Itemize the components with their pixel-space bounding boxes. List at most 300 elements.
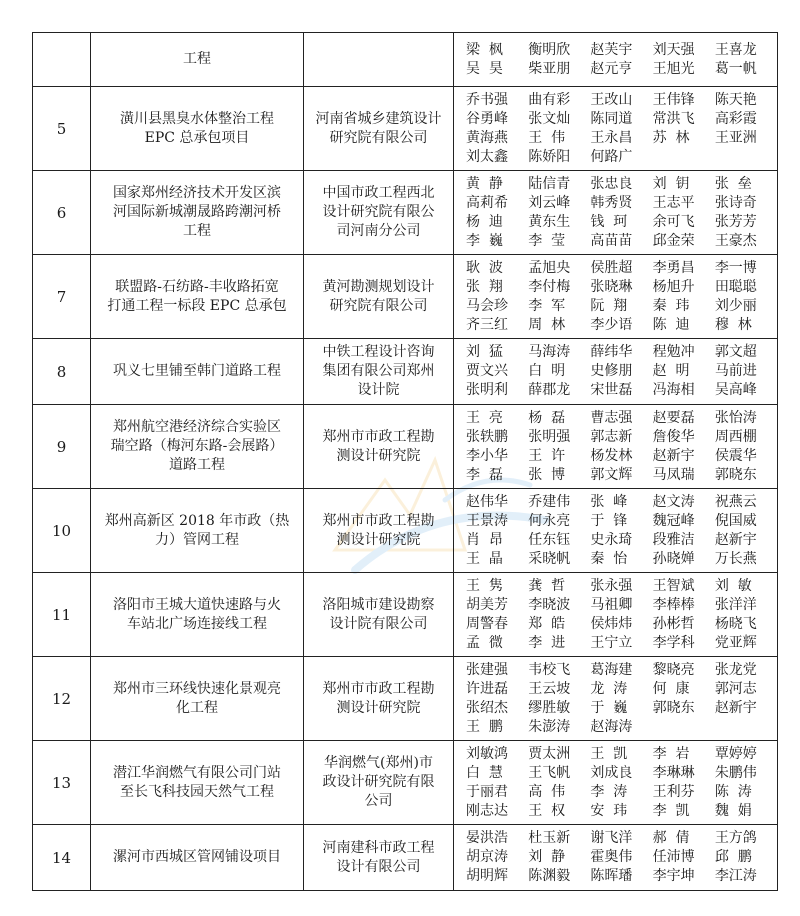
personnel-cell (454, 573, 778, 657)
person-name: 刘 敏 (714, 577, 752, 594)
design-unit-cell (304, 489, 454, 573)
person-name: 詹俊华 (652, 428, 695, 445)
person-name: 安 玮 (590, 802, 628, 819)
person-name (715, 148, 777, 167)
person-name (653, 718, 715, 737)
person-name: 陈 迪 (652, 316, 690, 333)
row-number: 14 (33, 825, 91, 891)
person-name: 陆信青 (528, 175, 571, 192)
person-name: 任沛博 (652, 849, 695, 865)
person-name: 周 林 (528, 316, 566, 333)
personnel-line (466, 148, 777, 167)
design-unit-line: 中铁工程设计咨询 (322, 344, 435, 360)
person-name: 田聪聪 (714, 278, 757, 295)
person-name: 马海涛 (528, 344, 571, 360)
personnel-line (466, 316, 777, 335)
person-name: 邱 鹏 (714, 849, 752, 865)
design-unit-line: 司河南分公司 (336, 223, 421, 239)
person-name: 李宇坤 (652, 868, 695, 884)
person-name: 乔建伟 (528, 493, 571, 510)
project-name-line: 工程 (183, 223, 211, 239)
person-name: 白 明 (528, 363, 566, 379)
personnel-cell (454, 489, 778, 573)
personnel-line (466, 596, 777, 615)
design-unit-line: 设计有限公司 (336, 858, 421, 875)
person-name: 黄 静 (466, 175, 503, 192)
project-name-cell (91, 825, 304, 891)
person-name: 赵海涛 (590, 718, 633, 735)
personnel-line (466, 41, 777, 60)
person-name: 赵新宇 (652, 447, 695, 464)
person-name: 王 隽 (466, 577, 503, 594)
design-unit-cell (304, 87, 454, 171)
person-name: 李 岩 (652, 745, 690, 762)
person-name: 郭河志 (714, 680, 757, 697)
personnel-line (466, 297, 777, 316)
person-name: 李付梅 (528, 278, 571, 295)
personnel-line (466, 213, 777, 232)
project-name-line: 潜江华润燃气有限公司门站 (113, 764, 281, 781)
person-name: 胡明辉 (466, 868, 508, 884)
person-name: 赵伟华 (466, 493, 508, 510)
personnel-line (466, 232, 777, 251)
design-unit-cell (304, 171, 454, 255)
person-name: 阮 翔 (590, 297, 628, 314)
personnel-line (466, 550, 777, 569)
project-name-line: EPC 总承包项目 (144, 129, 250, 146)
person-name: 刚志达 (466, 802, 508, 819)
personnel-line (466, 466, 777, 485)
person-name: 王 许 (528, 447, 566, 464)
person-name: 党亚辉 (714, 634, 757, 651)
person-name: 周警春 (466, 615, 508, 632)
design-unit-line: 研究院有限公司 (329, 129, 428, 146)
personnel-line (466, 867, 777, 886)
person-name: 葛一帆 (714, 60, 757, 77)
person-name: 李 进 (528, 634, 566, 651)
project-name-line: 道路工程 (169, 457, 225, 473)
person-name: 陈天艳 (714, 91, 757, 108)
personnel-line (466, 661, 777, 680)
personnel-cell (454, 171, 778, 255)
personnel-line (466, 699, 777, 718)
person-name: 侯震华 (714, 447, 757, 464)
project-name-cell (91, 339, 304, 405)
design-unit-line: 中国市政工程西北 (322, 185, 435, 201)
person-name: 王 晶 (466, 550, 503, 567)
person-name: 钱 珂 (590, 213, 628, 230)
person-name (715, 718, 777, 737)
person-name: 霍奥伟 (590, 849, 633, 865)
person-name: 陈晖璠 (590, 868, 633, 884)
person-name: 衡明欣 (528, 41, 571, 58)
project-name-cell (91, 657, 304, 741)
person-name: 曲有彩 (528, 91, 571, 108)
project-name-cell (91, 171, 304, 255)
personnel-cell (454, 825, 778, 891)
person-name: 晏洪浩 (466, 830, 508, 846)
person-name: 刘成良 (590, 764, 633, 781)
person-name: 魏 娟 (714, 802, 752, 819)
project-name-cell (91, 489, 304, 573)
person-name: 杨晓飞 (714, 615, 757, 632)
personnel-line (466, 362, 777, 381)
table-row (33, 339, 778, 405)
person-name: 陈 涛 (714, 783, 752, 800)
person-name: 张明强 (528, 428, 571, 445)
person-name: 赵芙宇 (590, 41, 633, 58)
person-name: 史修朋 (590, 363, 633, 379)
design-unit-line: 河南建科市政工程 (322, 839, 435, 856)
design-unit-line: 研究院有限公司 (329, 297, 428, 314)
person-name: 王 亮 (466, 409, 503, 426)
design-unit-line: 洛阳城市建设勘察 (322, 596, 435, 613)
person-name: 许进磊 (466, 680, 508, 697)
person-name: 赵新宇 (714, 699, 757, 716)
project-name-cell (91, 573, 304, 657)
person-name: 朱鹏伟 (714, 764, 757, 781)
personnel-line (466, 718, 777, 737)
row-number: 12 (33, 657, 91, 741)
person-name: 王志平 (652, 194, 695, 211)
project-name-line: 洛阳市王城大道快速路与火 (113, 596, 281, 613)
person-name: 高彩霞 (714, 110, 757, 127)
person-name: 王亚洲 (714, 129, 757, 146)
person-name: 刘天强 (652, 41, 695, 58)
person-name: 赵新宇 (714, 531, 757, 548)
person-name: 穆 林 (714, 316, 752, 333)
design-unit-line: 郑州市市政工程勘 (322, 428, 435, 445)
person-name: 葛海建 (590, 661, 633, 678)
project-name-line: 瑞空路（梅河东路-会展路） (110, 438, 284, 454)
person-name: 吴 昊 (466, 60, 503, 77)
person-name: 李江涛 (714, 868, 757, 884)
person-name: 陈娇阳 (528, 148, 571, 165)
person-name: 刘 钥 (652, 175, 690, 192)
person-name: 郭文超 (714, 344, 757, 360)
person-name: 程勉冲 (652, 344, 695, 360)
person-name: 李 磊 (466, 466, 503, 483)
personnel-line (466, 745, 777, 764)
row-number: 5 (33, 87, 91, 171)
person-name: 高莉希 (466, 194, 508, 211)
design-unit-cell (304, 573, 454, 657)
table-row (33, 825, 778, 891)
person-name: 苏 林 (652, 129, 690, 146)
table-row (33, 171, 778, 255)
row-number: 10 (33, 489, 91, 573)
personnel-cell (454, 255, 778, 339)
personnel-cell (454, 339, 778, 405)
design-unit-line: 河南省城乡建筑设计 (315, 110, 442, 127)
row-number (33, 33, 91, 87)
design-unit-line: 测设计研究院 (336, 447, 421, 464)
person-name: 王 权 (528, 802, 566, 819)
personnel-line (466, 493, 777, 512)
personnel-line (466, 764, 777, 783)
person-name: 赵文涛 (652, 493, 695, 510)
project-name-line: 国家郑州经济技术开发区滨 (113, 185, 281, 201)
person-name: 王 鹏 (466, 718, 503, 735)
personnel-line (466, 829, 777, 848)
person-name: 刘少丽 (714, 297, 757, 314)
person-name: 胡美芳 (466, 596, 508, 613)
personnel-line (466, 259, 777, 278)
project-name-cell (91, 255, 304, 339)
personnel-cell (454, 657, 778, 741)
person-name: 杨 磊 (528, 409, 566, 426)
person-name: 耿 波 (466, 259, 503, 276)
project-name-line: 联盟路-石纺路-丰收路拓宽 (115, 278, 279, 295)
person-name: 柴亚朋 (528, 60, 571, 77)
personnel-line (466, 129, 777, 148)
person-name: 秦 怡 (590, 550, 628, 567)
person-name: 刘 静 (528, 849, 566, 865)
person-name: 缪胜敏 (528, 699, 571, 716)
person-name: 齐三红 (466, 316, 508, 333)
person-name: 王宁立 (590, 634, 633, 651)
person-name: 张龙党 (714, 661, 757, 678)
personnel-line (466, 60, 777, 79)
person-name: 李 凯 (652, 802, 690, 819)
person-name: 祝燕云 (714, 493, 757, 510)
personnel-cell (454, 87, 778, 171)
person-name: 薛纬华 (590, 344, 633, 360)
person-name: 李 涛 (590, 783, 628, 800)
person-name: 杨发林 (590, 447, 633, 464)
person-name: 谷勇峰 (466, 110, 508, 127)
design-unit-line: 政设计研究院有限 (322, 774, 435, 790)
person-name: 张文灿 (528, 110, 571, 127)
design-unit-line: 郑州市市政工程勘 (322, 512, 435, 529)
personnel-line (466, 680, 777, 699)
person-name: 万长燕 (714, 550, 757, 567)
project-name-line: 郑州航空港经济综合实验区 (113, 419, 281, 435)
person-name: 郭志新 (590, 428, 633, 445)
person-name: 刘太鑫 (466, 148, 508, 165)
person-name: 王方鸽 (714, 830, 757, 846)
person-name: 秦 玮 (652, 297, 690, 314)
person-name: 李 军 (528, 297, 566, 314)
table-row (33, 741, 778, 825)
design-unit-line: 测设计研究院 (336, 699, 421, 716)
table-row (33, 87, 778, 171)
personnel-line (466, 634, 777, 653)
person-name: 李一博 (714, 259, 757, 276)
person-name: 张 翔 (466, 278, 503, 295)
person-name: 马会珍 (466, 297, 508, 314)
design-unit-cell (304, 405, 454, 489)
project-name-cell (91, 741, 304, 825)
row-number: 13 (33, 741, 91, 825)
person-name: 倪国威 (714, 512, 757, 529)
person-name: 于 巍 (590, 699, 628, 716)
personnel-line (466, 802, 777, 821)
person-name: 孟旭央 (528, 259, 571, 276)
person-name: 王景涛 (466, 512, 508, 529)
person-name: 李少语 (590, 316, 633, 333)
project-name-line: 打通工程一标段 EPC 总承包 (107, 297, 287, 314)
person-name: 赵 明 (652, 363, 690, 379)
design-unit-line: 设计院有限公司 (329, 615, 428, 632)
person-name: 王永昌 (590, 129, 633, 146)
person-name: 王 伟 (528, 129, 566, 146)
personnel-line (466, 175, 777, 194)
person-name: 张洋洋 (714, 596, 757, 613)
person-name: 余可飞 (652, 213, 695, 230)
person-name: 李小华 (466, 447, 508, 464)
person-name: 史永琦 (590, 531, 633, 548)
design-unit-cell (304, 339, 454, 405)
person-name: 孟 微 (466, 634, 503, 651)
person-name: 李棒棒 (652, 596, 695, 613)
person-name: 郭文辉 (590, 466, 633, 483)
person-name: 李学科 (652, 634, 695, 651)
person-name: 王 凯 (590, 745, 628, 762)
person-name: 贾文兴 (466, 363, 508, 379)
table-row (33, 405, 778, 489)
row-number: 6 (33, 171, 91, 255)
row-number: 8 (33, 339, 91, 405)
person-name: 刘 猛 (466, 344, 503, 360)
table-row (33, 33, 778, 87)
person-name: 郭晓东 (714, 466, 757, 483)
person-name: 冯海相 (652, 382, 695, 398)
person-name: 刘敏鸿 (466, 745, 508, 762)
person-name: 曹志强 (590, 409, 633, 426)
row-number: 11 (33, 573, 91, 657)
project-name-cell (91, 405, 304, 489)
personnel-cell (454, 33, 778, 87)
person-name: 孙彬哲 (652, 615, 695, 632)
personnel-line (466, 428, 777, 447)
design-unit-cell (304, 255, 454, 339)
person-name: 陈同道 (590, 110, 633, 127)
person-name: 贾太洲 (528, 745, 571, 762)
person-name: 黎晓亮 (652, 661, 695, 678)
award-list-table (32, 32, 778, 891)
table-row (33, 255, 778, 339)
person-name: 杨旭升 (652, 278, 695, 295)
person-name: 何 康 (652, 680, 690, 697)
person-name: 王云坡 (528, 680, 571, 697)
personnel-line (466, 615, 777, 634)
project-name-line: 力）管网工程 (155, 531, 239, 548)
project-name-line: 郑州高新区 2018 年市政（热 (104, 512, 290, 529)
design-unit-cell (304, 741, 454, 825)
personnel-line (466, 343, 777, 362)
personnel-line (466, 194, 777, 213)
design-unit-line: 华润燃气(郑州)市 (324, 755, 433, 771)
design-unit-cell (304, 657, 454, 741)
person-name: 李 莹 (528, 232, 566, 249)
project-name-cell (91, 87, 304, 171)
person-name: 韦校飞 (528, 661, 571, 678)
person-name: 黄东生 (528, 213, 571, 230)
person-name: 张绍杰 (466, 699, 508, 716)
person-name: 刘云峰 (528, 194, 571, 211)
person-name: 于丽君 (466, 783, 508, 800)
person-name: 王飞帆 (528, 764, 571, 781)
personnel-line (466, 848, 777, 867)
person-name: 李晓波 (528, 596, 571, 613)
person-name: 于 锋 (590, 512, 628, 529)
person-name: 高 伟 (528, 783, 566, 800)
person-name: 王改山 (590, 91, 633, 108)
person-name: 肖 昂 (466, 531, 503, 548)
person-name: 谢飞洋 (590, 830, 633, 846)
person-name: 黄海燕 (466, 129, 508, 146)
personnel-line (466, 409, 777, 428)
person-name: 郑 皓 (528, 615, 566, 632)
table-row (33, 573, 778, 657)
person-name: 李琳琳 (652, 764, 695, 781)
project-name-line: 化工程 (176, 699, 218, 716)
personnel-line (466, 577, 777, 596)
person-name: 杜玉新 (528, 830, 571, 846)
person-name: 郝 倩 (652, 830, 690, 846)
person-name: 胡京涛 (466, 849, 508, 865)
person-name: 宋世磊 (590, 382, 633, 398)
person-name: 段雅洁 (652, 531, 695, 548)
person-name: 龚 哲 (528, 577, 566, 594)
person-name: 孙晓婵 (652, 550, 695, 567)
person-name: 张 博 (528, 466, 566, 483)
person-name: 马凤瑞 (652, 466, 695, 483)
row-number: 7 (33, 255, 91, 339)
person-name: 张晓琳 (590, 278, 633, 295)
person-name: 朱澎涛 (528, 718, 571, 735)
person-name: 王伟锋 (652, 91, 695, 108)
design-unit-line: 集团有限公司郑州 (322, 363, 435, 379)
personnel-cell (454, 405, 778, 489)
person-name: 赵元亨 (590, 60, 633, 77)
design-unit-line: 测设计研究院 (336, 531, 421, 548)
person-name: 王旭光 (652, 60, 695, 77)
design-unit-line: 郑州市市政工程勘 (322, 680, 435, 697)
person-name: 侯胜超 (590, 259, 633, 276)
row-number: 9 (33, 405, 91, 489)
person-name: 白 慧 (466, 764, 503, 781)
person-name: 张建强 (466, 661, 508, 678)
person-name: 王智斌 (652, 577, 695, 594)
person-name: 何永亮 (528, 512, 571, 529)
person-name: 张 峰 (590, 493, 628, 510)
person-name: 王利芬 (652, 783, 695, 800)
table-row (33, 657, 778, 741)
person-name: 周西棚 (714, 428, 757, 445)
person-name: 高苗苗 (590, 232, 633, 249)
person-name: 乔书强 (466, 91, 508, 108)
person-name: 吴高峰 (714, 382, 757, 398)
person-name: 李勇昌 (652, 259, 695, 276)
person-name: 马前进 (714, 363, 757, 379)
person-name: 张明利 (466, 382, 508, 398)
personnel-line (466, 447, 777, 466)
person-name: 王喜龙 (714, 41, 757, 58)
person-name: 张怡涛 (714, 409, 757, 426)
person-name: 薛郡龙 (528, 382, 571, 398)
project-name-cell (91, 33, 304, 87)
project-name-line: 漯河市西城区管网铺设项目 (113, 849, 281, 865)
personnel-line (466, 512, 777, 531)
person-name: 赵要磊 (652, 409, 695, 426)
person-name: 韩秀贤 (590, 194, 633, 211)
person-name: 梁 枫 (466, 41, 503, 58)
person-name: 侯炜炜 (590, 615, 633, 632)
person-name: 龙 涛 (590, 680, 628, 697)
table-row (33, 489, 778, 573)
